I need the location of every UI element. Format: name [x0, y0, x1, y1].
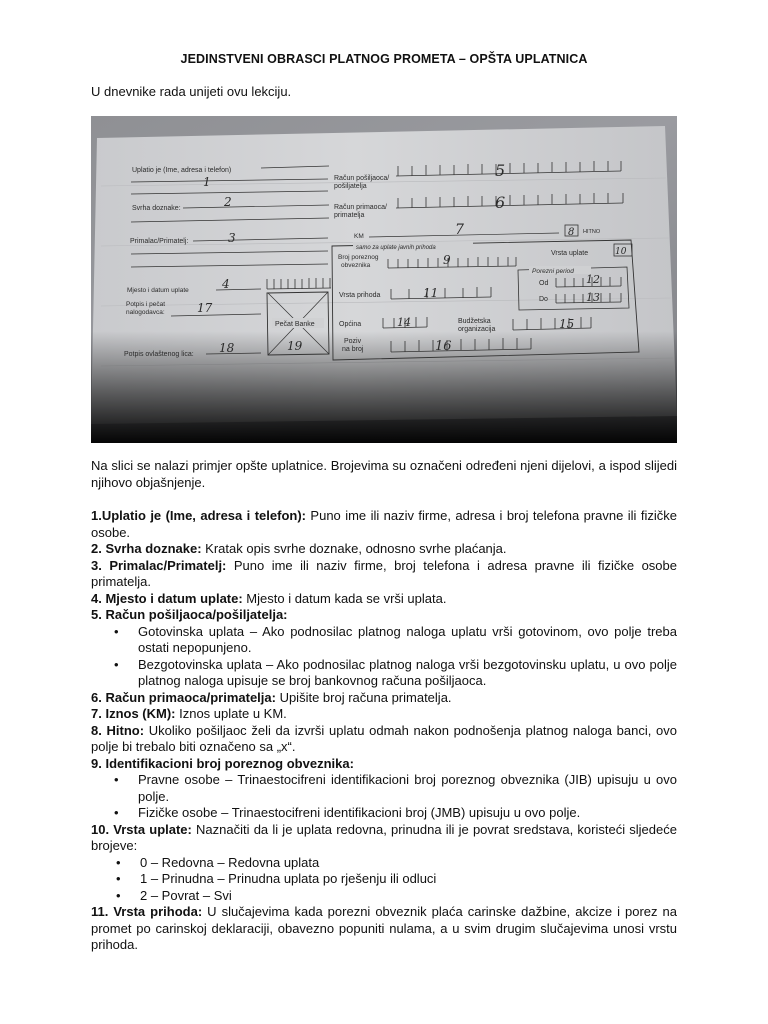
- marker-5: 5: [495, 161, 506, 180]
- item-2-text: Kratak opis svrhe doznake, odnosno svrhe plaćanja.: [201, 541, 507, 556]
- document-title: JEDINSTVENI OBRASCI PLATNOG PROMETA – OPŠTA UPLATNICA: [180, 52, 588, 66]
- list-item: • Pravne osobe – Trinaestocifreni identifikacioni broj poreznog obveznika (JIB) upisuju u ovo polje.: [138, 772, 677, 805]
- marker-1: 1: [203, 175, 211, 189]
- label-mjesto: Mjesto i datum uplate: [127, 287, 189, 294]
- item-6-label: 6. Račun primaoca/primatelja:: [91, 689, 276, 705]
- marker-12: 12: [586, 273, 600, 286]
- marker-17: 17: [197, 301, 213, 315]
- item-3-label: 3. Primalac/Primatelj:: [91, 557, 227, 573]
- label-posiljatelja: pošiljatelja: [334, 183, 367, 190]
- marker-3: 3: [228, 231, 236, 245]
- label-na-broj: na broj: [342, 346, 364, 353]
- list-item: • 1 – Prinudna – Prinudna uplata po rješenju ili odluci: [140, 871, 677, 888]
- marker-18: 18: [219, 341, 235, 355]
- marker-10: 10: [615, 247, 627, 257]
- label-budzetska: Budžetska: [458, 318, 491, 325]
- item-1-label: 1.Uplatio je (Ime, adresa i telefon):: [91, 508, 306, 523]
- marker-7: 7: [455, 222, 464, 238]
- label-poziv: Poziv: [344, 338, 362, 345]
- item-9: [91, 756, 677, 773]
- list-item: • 2 – Povrat – Svi: [140, 888, 677, 905]
- label-obveznika: obveznika: [341, 262, 371, 269]
- item-4-text: Mjesto i datum kada se vrši uplata.: [242, 590, 447, 606]
- marker-14: 14: [397, 316, 411, 329]
- label-racun-primaoca: Račun primaoca/: [334, 204, 387, 211]
- item-4-label: 4. Mjesto i datum uplate:: [91, 590, 243, 606]
- item-5: [91, 607, 677, 624]
- label-samo-javni: samo za uplate javnih prihoda: [356, 245, 436, 251]
- label-uplatio: Uplatio je (Ime, adresa i telefon): [132, 167, 232, 174]
- item-7-text: Iznos uplate u KM.: [175, 706, 287, 721]
- label-vrsta-prihoda: Vrsta prihoda: [339, 292, 381, 299]
- item-5-label: 5. Račun pošiljaoca/pošiljatelja:: [91, 607, 288, 622]
- item-8: [91, 723, 677, 756]
- intro-instruction: U dnevnike rada unijeti ovu lekciju.: [91, 84, 292, 99]
- list-item: • Gotovinska uplata – Ako podnosilac platnog naloga uplatu vrši gotovinom, ovo polje treba ostati nepopunjeno.: [138, 624, 677, 657]
- label-potpis-pecat: Potpis i pečat: [126, 301, 166, 308]
- marker-4: 4: [222, 277, 230, 291]
- payment-slip-photo: [91, 116, 677, 443]
- marker-8: 8: [568, 227, 575, 238]
- marker-15: 15: [559, 317, 575, 331]
- label-primalac: Primalac/Primatelj:: [130, 238, 189, 245]
- label-svrha: Svrha doznake:: [132, 205, 181, 212]
- item-11-label: 11. Vrsta prihoda:: [91, 904, 203, 919]
- label-do: Do: [539, 296, 548, 303]
- label-primatelja: primatelja: [334, 212, 365, 219]
- item-6: [91, 690, 677, 707]
- item-2-label: 2. Svrha doznake:: [91, 541, 202, 556]
- label-hitno: HITNO: [583, 229, 601, 235]
- item-10-bullets: [91, 855, 677, 905]
- item-9-bullets: [91, 772, 677, 822]
- marker-19: 19: [287, 339, 303, 353]
- marker-16: 16: [435, 339, 452, 354]
- label-racun-posiljaoca: Račun pošiljaoca/: [334, 175, 390, 182]
- marker-2: 2: [224, 195, 232, 209]
- label-organizacija: organizacija: [458, 326, 496, 333]
- item-3: [91, 558, 677, 591]
- item-9-label: 9. Identifikacioni broj poreznog obveznika:: [91, 755, 354, 771]
- document-body: [91, 458, 677, 954]
- item-7-label: 7. Iznos (KM):: [91, 706, 176, 721]
- label-broj-poreznog: Broj poreznog: [338, 254, 379, 261]
- list-item: • 0 – Redovna – Redovna uplata: [140, 855, 677, 872]
- item-7: [91, 706, 677, 723]
- item-8-text: Ukoliko pošiljaoc želi da izvrši uplatu odmah nakon podnošenja platnog naloga banci, ovo polje bi trebalo biti označeno sa „x“.: [91, 722, 677, 754]
- item-8-label: 8. Hitno:: [91, 722, 145, 738]
- label-km: KM: [354, 233, 364, 240]
- item-10-label: 10. Vrsta uplate:: [91, 821, 192, 837]
- item-10: [91, 822, 677, 855]
- list-item: • Fizičke osobe – Trinaestocifreni identifikacioni broj (JMB) upisuju u ovo polje.: [138, 805, 677, 822]
- label-pecat-banke: Pečat Banke: [275, 321, 315, 328]
- label-od: Od: [539, 280, 549, 287]
- item-1-text: Puno ime ili naziv firme, adresa i broj telefona pravne ili fizičke osobe.: [91, 508, 677, 540]
- item-2: [91, 541, 677, 558]
- item-1: [91, 508, 677, 541]
- marker-6: 6: [495, 193, 506, 212]
- marker-9: 9: [443, 253, 451, 267]
- item-6-text: Upišite broj računa primatelja.: [275, 689, 452, 705]
- marker-11: 11: [423, 286, 439, 300]
- label-porezni-period: Porezni period: [532, 268, 574, 275]
- item-11-text: U slučajevima kada porezni obveznik plaća carinske dažbine, akcize i porez na promet po carinskoj deklaraciji, obavezno popuniti nulama, a u svim drugim slučajevima unosi vrstu prihoda.: [91, 904, 678, 952]
- item-4: [91, 591, 677, 608]
- list-item: • Bezgotovinska uplata – Ako podnosilac platnog naloga vrši bezgotovinsku uplatu, u ovo polje platnog naloga upisuje se broj bankovnog računa pošiljaoca.: [138, 657, 677, 690]
- label-opcina: Općina: [339, 321, 362, 328]
- item-5-bullets: [91, 624, 677, 690]
- item-10-text: Naznačiti da li je uplata redovna, prinudna ili je povrat sredstava, koristeći sljedeće brojeve:: [91, 821, 677, 853]
- item-3-text: Puno ime ili naziv firme, broj telefona i adresa pravne ili fizičke osobe primatelja.: [91, 557, 677, 589]
- label-vrsta-uplate: Vrsta uplate: [551, 250, 589, 257]
- label-nalogodavca: nalogodavca:: [126, 309, 165, 316]
- paragraph-intro: Na slici se nalazi primjer opšte uplatnice. Brojevima su označeni određeni njeni dijelovi, a ispod slijedi njihovo objašnjenje.: [91, 458, 677, 490]
- label-potpis-ovlastenog: Potpis ovlaštenog lica:: [124, 351, 194, 358]
- marker-13: 13: [586, 291, 600, 304]
- item-11: [91, 904, 677, 954]
